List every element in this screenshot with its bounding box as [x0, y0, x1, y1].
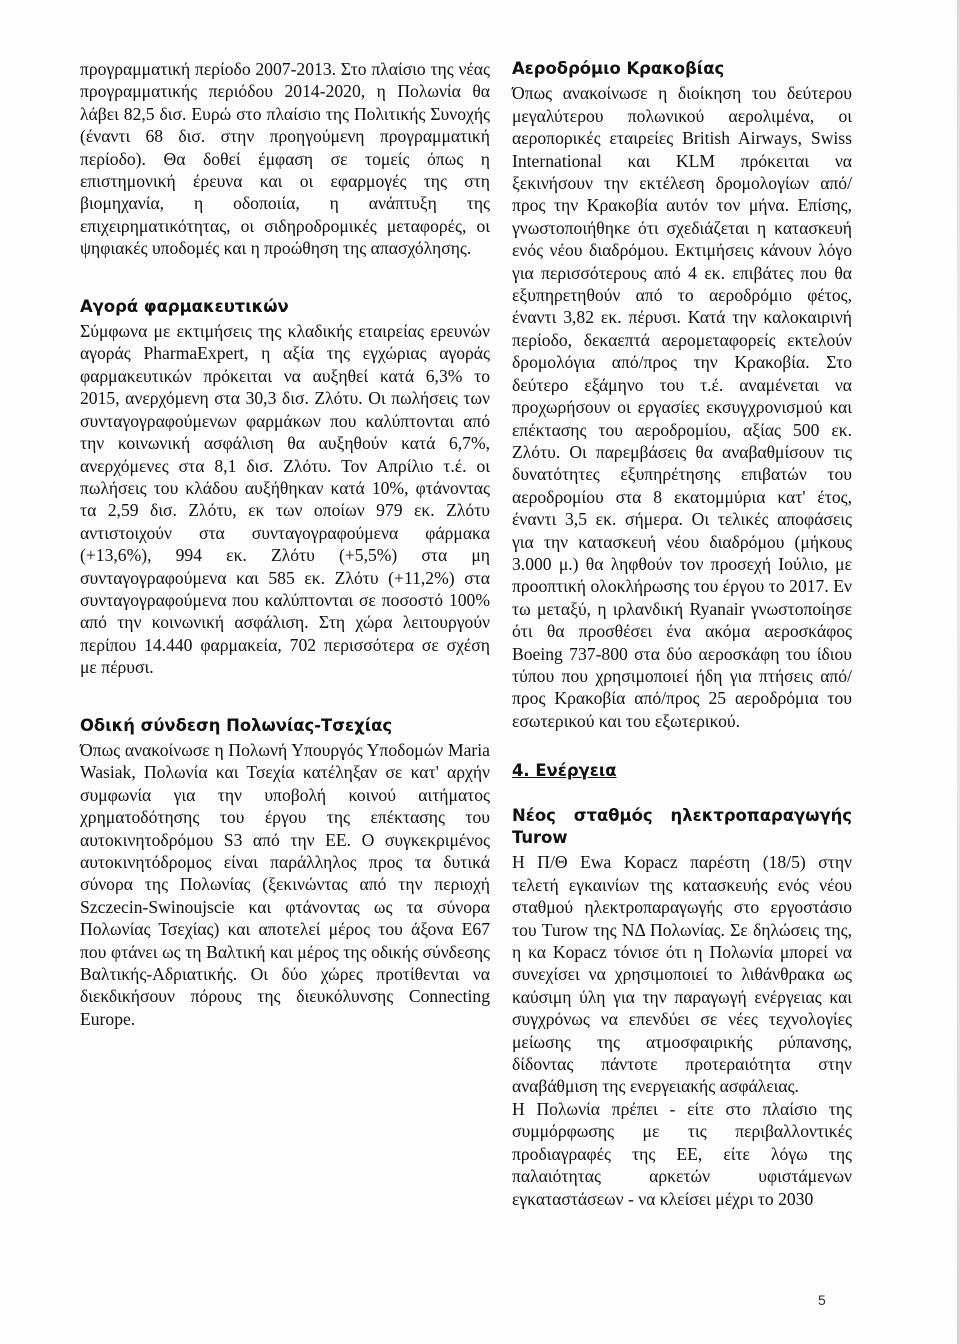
- airport-heading: Αεροδρόμιο Κρακοβίας: [512, 59, 725, 78]
- pharma-heading: Αγορά φαρμακευτικών: [80, 296, 289, 316]
- spacer: [80, 679, 490, 697]
- right-column: [512, 58, 852, 1210]
- turow-paragraph-2: Η Πολωνία πρέπει - είτε στο πλαίσιο της συμμόρφωσης με τις περιβαλλοντικές προδιαγραφές της ΕΕ, είτε λόγω της παλαιότητας αρκετών υφιστάμενων εγκαταστάσεων - να κλείσει μέχρι το 2030: [512, 1098, 852, 1209]
- spacer: [80, 260, 490, 278]
- airport-paragraph: Όπως ανακοίνωσε η διοίκηση του δεύτερου μεγαλύτερου πολωνικού αερολιμένα, οι αεροπορικές εταιρείες British Airways, Swiss International και KLM πρόκειται να ξεκινήσουν την εκτέλεση δρομολογίων από/προς την Κρακοβία αυτόν τον μήνα. Επίσης, γνωστοποιήθηκε ότι σχεδιάζεται η κατασκευή ενός νέου διαδρόμου. Εκτιμήσεις κάνουν λόγο για περισσότερους από 4 εκ. επιβάτες που θα εξυπηρετηθούν από το αεροδρόμιο φέτος, έναντι 3,82 εκ. πέρυσι. Κατά την καλοκαιρινή περίοδο, δεκαεπτά αερομεταφορείς εκτελούν δρομολόγια από/προς την Κρακοβία. Στο δεύτερο εξάμηνο του τ.έ. αναμένεται να προχωρήσουν οι εργασίες εκσυγχρονισμού και επέκτασης του αεροδρομίου, αξίας 500 εκ. Ζλότυ. Οι παρεμβάσεις θα αναβαθμίσουν τις δυνατότητες εξυπηρέτησης επιβατών του αεροδρομίου στα 8 εκατομμύρια κατ' έτος, έναντι 3,5 εκ. σήμερα. Οι τελικές αποφάσεις για την κατασκευή νέου διαδρόμου (μήκους 3.000 μ.) θα ληφθούν τον προσεχή Ιούλιο, με προοπτική ολοκλήρωσης του έργου το 2017. Εν τω μεταξύ, η ιρλανδική Ryanair γνωστοποίησε ότι θα προσθέσει ένα ακόμα αεροσκάφος Boeing 737-800 στα δύο αεροσκάφη του ίδιου τύπου που χρησιμοποιεί ήδη για πτήσεις από/προς Κρακοβία από/προς 25 αεροδρόμια του εσωτερικού και του εξωτερικού.: [512, 83, 852, 731]
- intro-paragraph: προγραμματική περίοδο 2007-2013. Στο πλαίσιο της νέας προγραμματικής περιόδου 2014-2020, η Πολωνία θα λάβει 82,5 δισ. Ευρώ στο πλαίσιο της Πολιτικής Συνοχής (έναντι 68 δισ. στην προηγούμενη προγραμματική περίοδο). Θα δοθεί έμφαση σε τομείς όπως η επιστημονική έρευνα και οι εφαρμογές της στη βιομηχανία, η οδοποιία, η ανάπτυξη της επιχειρηματικότητας, οι σιδηροδρομικές μεταφορές, οι ψηφιακές υποδομές και η προώθηση της απασχόλησης.: [80, 59, 490, 259]
- energy-section-heading: 4. Ενέργεια: [512, 761, 617, 781]
- turow-heading: Νέος σταθμός ηλεκτροπαραγωγής Turow: [512, 805, 852, 847]
- pharma-paragraph: Σύμφωνα με εκτιμήσεις της κλαδικής εταιρείας ερευνών αγοράς PharmaExpert, η αξία της εγχώριας αγοράς φαρμακευτικών πρόκειται να αυξηθεί κατά 6,3% το 2015, ανερχόμενη στα 30,3 δισ. Ζλότυ. Οι πωλήσεις των συνταγογραφούμενων φαρμάκων που καλύπτονται από την κοινωνική ασφάλιση θα αυξηθούν κατά 6,7%, ανερχόμενες στα 8,1 δισ. Ζλότυ. Τον Απρίλιο τ.έ. οι πωλήσεις του κλάδου αυξήθηκαν κατά 10%, φτάνοντας τα 2,59 δισ. Ζλότυ, εκ των οποίων 979 εκ. Ζλότυ αντιστοιχούν στα συνταγογραφούμενα φάρμακα (+13,6%), 994 εκ. Ζλότυ (+5,5%) στα μη συνταγογραφούμενα και 585 εκ. Ζλότυ (+11,2%) στα συνταγογραφούμενα που καλύπτονται σε ποσοστό 100% από την κοινωνική ασφάλιση. Στη χώρα λειτουργούν περίπου 14.440 φαρμακεία, 702 περισσότερα σε σχέση με πέρυσι.: [80, 321, 490, 678]
- turow-paragraph-1: Η Π/Θ Ewa Kopacz παρέστη (18/5) στην τελετή εγκαινίων της κατασκευής ενός νέου σταθμού ηλεκτροπαραγωγής στο εργοστάσιο του Turow της ΝΔ Πολωνίας. Σε δηλώσεις της, η κα Kopacz τόνισε ότι η Πολωνία μπορεί να συνεχίσει να χρησιμοποιεί το λιθάνθρακα ως καύσιμη ύλη για την παραγωγή ενέργειας και συγχρόνως να επενδύει σε νέες τεχνολογίες μείωσης της ατμοσφαιρικής ρύπανσης, δίδοντας πάντοτε προτεραιότητα στην αναβάθμιση της ενεργειακής ασφάλειας.: [512, 852, 852, 1097]
- road-heading: Οδική σύνδεση Πολωνίας-Τσεχίας: [80, 715, 393, 735]
- road-paragraph: Όπως ανακοίνωσε η Πολωνή Υπουργός Υποδομών Maria Wasiak, Πολωνία και Τσεχία κατέληξαν σε κατ' αρχήν συμφωνία για την υποβολή κοινού αιτήματος χρηματοδότησης του έργου της επέκτασης του αυτοκινητοδρόμου S3 από την ΕΕ. Ο συγκεκριμένος αυτοκινητόδρομος είναι παράλληλος προς τα δυτικά σύνορα της Πολωνίας (ξεκινώντας από την περιοχή Szczecin-Swinoujscie και φτάνοντας ως τα σύνορα Πολωνίας Τσεχίας) και αποτελεί μέρος του άξονα E67 που φτάνει ως τη Βαλτική και μέρος της οδικής σύνδεσης Βαλτικής-Αδριατικής. Οι δύο χώρες προτίθενται να διεκδικήσουν πόρους της διευκόλυνσης Connecting Europe.: [80, 739, 490, 1029]
- page-number: 5: [818, 1292, 826, 1308]
- left-column: [80, 58, 490, 1030]
